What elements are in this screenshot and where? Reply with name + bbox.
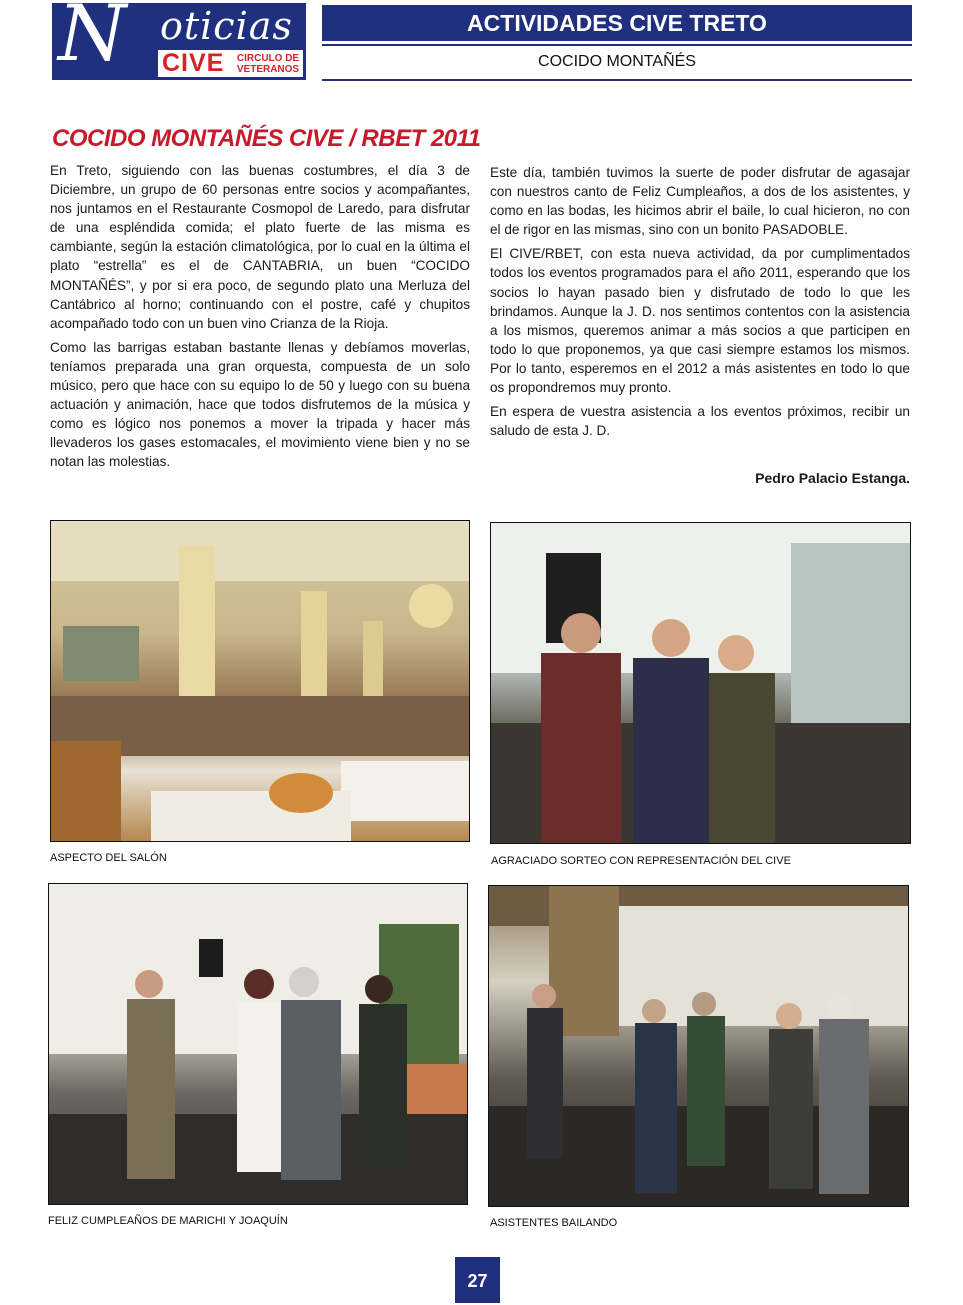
article-paragraph: El CIVE/RBET, con esta nueva actividad, da por cumplimentados todos los eventos programados para el año 2011, esperando que los socios lo hayan pasado bien y disfrutado de todo lo que les brindamos. Aunque la J. D. nos sentimos contentos con la asistencia a los mismos, queremos animar a más socios a que participen en todo lo que proponemos, ya que casi siempre estamos los mismos. Por lo tanto, esperemos en el 2012 a más asistentes en todo lo que os propondremos muy pronto. xyxy=(490,246,910,396)
article-paragraph: Como las barrigas estaban bastante llenas y debíamos moverlas, teníamos preparada una gran orquesta, compuesta de un solo músico, pero que hace con su equipo lo de 50 y luego con su buena actuación y animación, hace que todos disfrutemos de la música y como es lógico nos ponemos a mover la tripada y hacer más llevaderos los gases estomacales, el movimiento viene bien y no se notan las molestias. xyxy=(50,339,470,470)
article-paragraph: En Treto, siguiendo con las buenas costumbres, el día 3 de Diciembre, un grupo de 60 personas entre socios y acompañantes, nos juntamos en el Restaurante Cosmopol de Laredo, para disfrutar de una espléndida comida; el plato fuerte de las misma es cambiante, según la estación climatológica, por lo cual en la última el plato “estrella” es el de CANTABRIA, un buen “COCIDO MONTAÑÉS”, y por si era poco, de segundo plato una Merluza del Cantábrico al horno; continuando con el postre, café y chupitos acompañado todo con un buen vino Crianza de la Rioja. xyxy=(50,163,470,331)
photo-caption: ASPECTO DEL SALÓN xyxy=(50,852,167,864)
noticias-cive-logo xyxy=(52,0,306,80)
page-number: 27 xyxy=(455,1257,500,1303)
photo-caption: ASISTENTES BAILANDO xyxy=(490,1217,618,1229)
logo-word: oticias xyxy=(160,4,293,48)
guests-dancing-illustration xyxy=(489,886,908,1206)
photo-birthday-dance xyxy=(48,883,468,1205)
section-subtitle: COCIDO MONTAÑÉS xyxy=(538,53,696,70)
photo-caption: AGRACIADO SORTEO CON REPRESENTACIÓN DEL CIVE xyxy=(491,855,791,867)
logo-initial: N xyxy=(58,0,127,79)
logo-brand-box xyxy=(158,50,303,77)
photo-dining-hall xyxy=(50,520,470,842)
logo-subtitle xyxy=(234,53,302,75)
logo-subtitle-line-1: CIRCULO DE xyxy=(236,53,300,64)
article-column-left xyxy=(50,161,470,477)
article-column-right xyxy=(490,163,910,445)
birthday-dance-illustration xyxy=(49,884,467,1204)
section-title: ACTIVIDADES CIVE TRETO xyxy=(322,5,912,41)
photo-caption: FELIZ CUMPLEAÑOS DE MARICHI Y JOAQUÍN xyxy=(48,1215,288,1227)
article-paragraph: Este día, también tuvimos la suerte de poder disfrutar de agasajar con nuestros canto de Feliz Cumpleaños, a dos de los asistentes, y como en las bodas, les hicimos abrir el baile, lo cual hicieron, no con el de rigor en las mismas, sino con un bonito PASADOBLE. xyxy=(490,165,910,238)
photo-raffle-winners xyxy=(490,522,911,844)
article-author: Pedro Palacio Estanga. xyxy=(755,470,910,486)
header-divider-bottom xyxy=(322,79,912,81)
article-headline: COCIDO MONTAÑÉS CIVE / RBET 2011 xyxy=(52,125,481,152)
header-divider-top xyxy=(322,44,912,46)
raffle-winners-illustration xyxy=(491,523,910,843)
logo-brand: CIVE xyxy=(162,49,225,77)
article-paragraph: En espera de vuestra asistencia a los eventos próximos, recibir un saludo de esta J. D. xyxy=(490,404,910,439)
photo-guests-dancing xyxy=(488,885,909,1207)
dining-hall-illustration xyxy=(51,521,469,841)
logo-subtitle-line-2: VETERANOS xyxy=(236,64,300,75)
